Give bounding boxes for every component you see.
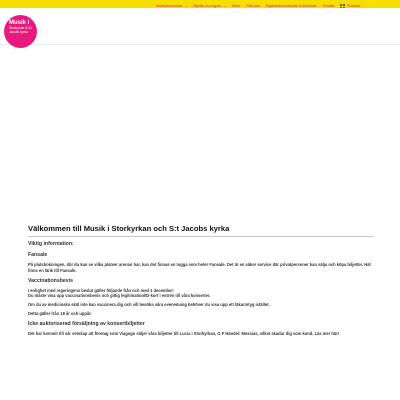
nav-item-label: Stöd oss xyxy=(246,4,260,8)
vaccination-text-line2: Du måste visa upp vaccinationsbevis och giltig legitimation/ID-kort i entrén till våra konserter. xyxy=(28,293,211,299)
nav-item-label: Svenska xyxy=(347,4,361,8)
resale-text: Det har kommit till vår vetskap att företag som Viagogo säljer våra biljetter till Lucia i Storkyrkan, G F Händel: Messias, vilket skadar dig som kund. Läs mer här! xyxy=(28,330,340,336)
chevron-down-icon: ⌄ xyxy=(223,4,227,8)
vaccination-text-line1: I enlighet med regeringens beslut gäller följande från och med 1 december: xyxy=(28,287,175,293)
nav-item-label: Musikverksamhet xyxy=(156,4,183,8)
main-content xyxy=(28,224,374,337)
nav-item-label: Organisationsmusiker & körledare xyxy=(265,4,317,8)
site-header xyxy=(0,8,400,45)
vaccination-text xyxy=(28,288,374,300)
chevron-down-icon: ⌄ xyxy=(184,4,188,8)
page-title: Välkommen till Musik i Storkyrkan och S:t Jacobs kyrka xyxy=(28,224,230,233)
nav-item-label: Körer xyxy=(232,4,241,8)
logo-title: Musik i xyxy=(9,20,30,26)
top-bar xyxy=(0,0,400,8)
divider xyxy=(28,236,374,237)
info-heading: Viktig information: xyxy=(28,241,74,247)
fansale-heading: Fansale xyxy=(28,252,48,258)
logo-subtitle: Storkyrkan & S:t Jacobs kyrka xyxy=(9,26,33,34)
vaccination-heading: Vaccinationsbevis xyxy=(28,277,73,284)
nav-item-label: Biljetter & program xyxy=(193,4,222,8)
resale-heading: Icke auktoriserad försäljning av konsertbiljetter xyxy=(28,320,145,327)
site-logo[interactable] xyxy=(4,15,37,48)
age-limit-text: Detta gäller från 18 år och uppåt. xyxy=(28,310,92,316)
nav-item-label: Kontakt xyxy=(322,4,335,8)
medical-exemption-text: Om du av medicinska skäl inte kan vaccinera dig och vill besöka våra evenemang behöver du visa upp ett läkarintyg istället. xyxy=(28,302,270,308)
fansale-text: På platsbokningen, där du kan se vilka platser arenan har, kan det finnas en logga som heter Fansale. Det är en säker service där privatpersoner kan sälja och köpa biljetter. Här finns en länk till Fansale. xyxy=(28,262,372,273)
